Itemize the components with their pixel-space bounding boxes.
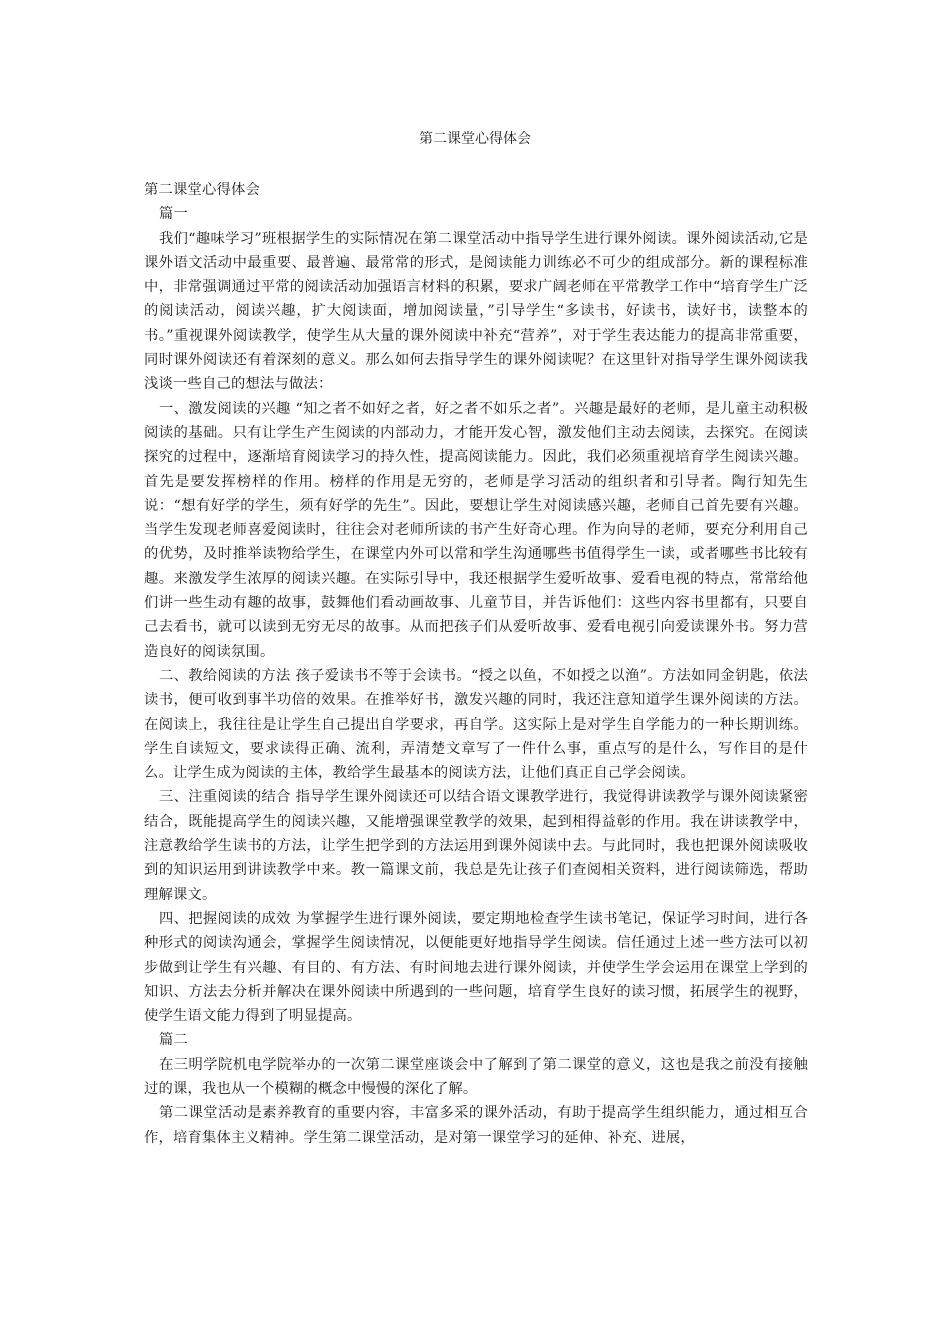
part-label-1: 篇一: [159, 206, 188, 223]
paragraph-section-4: 四、把握阅读的成效 为掌握学生进行课外阅读，要定期地检查学生读书笔记，保证学习时间，进行各种形式的阅读沟通会，掌握学生阅读情况，以便能更好地指导学生阅读。信任通过上述一些方法可以初步做到让学生有兴趣、有目的、有方法、有时间地去进行课外阅读，并使学生学会运用在课堂上学到的知识、方法去分析并解决在课外阅读中所遇到的一些问题，培育学生良好的读习惯，拓展学生的视野，使学生语文能力得到了明显提高。: [144, 910, 808, 1025]
paragraph-part2-1: 在三明学院机电学院举办的一次第二课堂座谈会中了解到了第二课堂的意义，这也是我之前没有接触过的课，我也从一个模糊的概念中慢慢的深化了解。: [144, 1056, 808, 1097]
paragraph-intro: 我们“趣味学习”班根据学生的实际情况在第二课堂活动中指导学生进行课外阅读。课外阅读活动,它是课外语文活动中最重要、最普遍、最常常的形式，是阅读能力训练必不可少的组成部分。新的课程标准中，非常强调通过平常的阅读活动加强语言材料的积累，要求广阔老师在平常教学工作中“培育学生广泛的阅读活动，阅读兴趣，扩大阅读面，增加阅读量，”引导学生“多读书，好读书，读好书，读整本的书。”重视课外阅读教学，使学生从大量的课外阅读中补充“营养”，对于学生表达能力的提高非常重要，同时课外阅读还有着深刻的意义。那么如何去指导学生的课外阅读呢？在这里针对指导学生课外阅读我浅谈一些自己的想法与做法：: [144, 230, 808, 393]
document-title: 第二课堂心得体会: [419, 131, 531, 147]
paragraph-part2-2: 第二课堂活动是素养教育的重要内容，丰富多采的课外活动，有助于提高学生组织能力，通过相互合作，培育集体主义精神。学生第二课堂活动，是对第一课堂学习的延伸、补充、进展，: [144, 1105, 808, 1146]
document-subtitle: 第二课堂心得体会: [144, 182, 260, 198]
document-body: [144, 178, 808, 1150]
part-label-2: 篇二: [159, 1032, 188, 1049]
paragraph-section-2: 二、教给阅读的方法 孩子爱读书不等于会读书。“授之以鱼，不如授之以渔”。方法如同金钥匙，依法读书，便可收到事半功倍的效果。在推举好书，激发兴趣的同时，我还注意知道学生课外阅读的方法。在阅读上，我往往是让学生自己提出自学要求，再自学。这实际上是对学生自学能力的一种长期训练。学生自读短文，要求读得正确、流利，弄清楚文章写了一件什么事，重点写的是什么，写作目的是什么。让学生成为阅读的主体，教给学生最基本的阅读方法，让他们真正自己学会阅读。: [144, 667, 808, 782]
paragraph-section-1: 一、激发阅读的兴趣 “知之者不如好之者，好之者不如乐之者”。兴趣是最好的老师，是儿童主动积极阅读的基础。只有让学生产生阅读的内部动力，才能开发心智，激发他们主动去阅读，去探究。在阅读探究的过程中，逐渐培育阅读学习的持久性，提高阅读能力。因此，我们必须重视培育学生阅读兴趣。首先是要发挥榜样的作用。榜样的作用是无穷的，老师是学习活动的组织者和引导者。陶行知先生说：“想有好学的学生，须有好学的先生”。因此，要想让学生对阅读感兴趣，老师自己首先要有兴趣。当学生发现老师喜爱阅读时，往往会对老师所读的书产生好奇心理。作为向导的老师，要充分利用自己的优势，及时推举读物给学生，在课堂内外可以常和学生沟通哪些书值得学生一读，或者哪些书比较有趣。来激发学生浓厚的阅读兴趣。在实际引导中，我还根据学生爱听故事、爱看电视的特点，常常给他们讲一些生动有趣的故事，鼓舞他们看动画故事、儿童节目，并告诉他们：这些内容书里都有，只要自己去看书，就可以读到无穷无尽的故事。从而把孩子们从爱听故事、爱看电视引向爱读课外书。努力营造良好的阅读氛围。: [144, 400, 808, 660]
paragraph-section-3: 三、注重阅读的结合 指导学生课外阅读还可以结合语文课教学进行，我觉得讲读教学与课外阅读紧密结合，既能提高学生的阅读兴趣，又能增强课堂教学的效果，起到相得益彰的作用。我在讲读教学中，注意教给学生读书的方法，让学生把学到的方法运用到课外阅读中去。与此同时，我也把课外阅读吸收到的知识运用到讲读教学中来。教一篇课文前，我总是先让孩子们查阅相关资料，进行阅读筛选，帮助理解课文。: [144, 789, 808, 903]
